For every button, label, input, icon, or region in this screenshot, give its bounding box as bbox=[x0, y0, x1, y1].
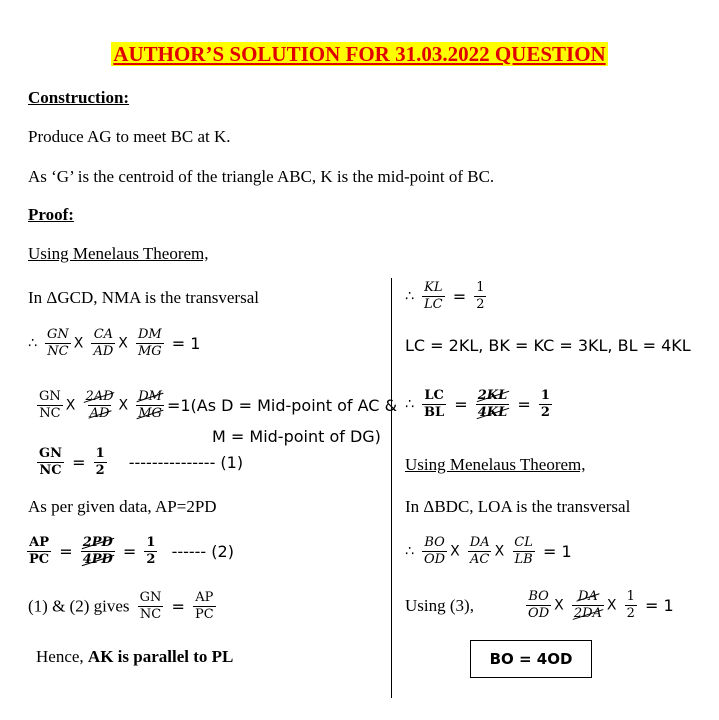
left-equation-2: $\frac{GN}{NC}$ X $\frac{2AD}{AD}$ X $\frac{DM}{MG}$ =1(As D = Mid-point of AC & bbox=[39, 389, 398, 421]
right-transversal-line: In ΔBDC, LOA is the transversal bbox=[405, 497, 631, 516]
left-equation-2-note: M = Mid-point of DG) bbox=[212, 427, 381, 446]
left-equation-4: $\frac{AP}{PC}$ = $\frac{2PD}{4PD}$ = $\frac{1}{2}$ ------ (2) bbox=[29, 535, 234, 567]
proof-heading: Proof: bbox=[28, 205, 74, 224]
right-equation-2: LC = 2KL, BK = KC = 3KL, BL = 4KL bbox=[405, 336, 691, 355]
left-equation-1: ∴ $\frac{GN}{NC}$ X $\frac{CA}{AD}$ X $\frac{DM}{MG}$ = 1 bbox=[28, 327, 201, 359]
right-equation-3: ∴ $\frac{LC}{BL}$ = $\frac{2KL}{4KL}$ = $\frac{1}{2}$ bbox=[405, 388, 550, 420]
menelaus-line: Using Menelaus Theorem, bbox=[28, 244, 209, 263]
construction-line-2: As ‘G’ is the centroid of the triangle ABC, K is the mid-point of BC. bbox=[28, 167, 495, 186]
right-equation-4: ∴ $\frac{BO}{OD}$ X $\frac{DA}{AC}$ X $\frac{CL}{LB}$ = 1 bbox=[405, 535, 572, 567]
left-transversal-line: In ΔGCD, NMA is the transversal bbox=[28, 288, 259, 307]
right-equation-5: Using (3), $\frac{BO}{OD}$ X $\frac{DA}{2DA}$ X $\frac{1}{2}$ = 1 bbox=[405, 589, 674, 621]
page-title: AUTHOR’S SOLUTION FOR 31.03.2022 QUESTION bbox=[113, 42, 606, 66]
construction-line-1: Produce AG to meet BC at K. bbox=[28, 127, 231, 146]
result-box: BO = 4OD bbox=[470, 640, 592, 678]
construction-heading: Construction: bbox=[28, 88, 130, 107]
conclusion-line: Hence, AK is parallel to PL bbox=[36, 647, 234, 666]
right-menelaus-line: Using Menelaus Theorem, bbox=[405, 455, 586, 474]
left-equation-5: (1) & (2) gives $\frac{GN}{NC}$ = $\frac{AP}{PC}$ bbox=[28, 590, 214, 622]
column-divider bbox=[391, 278, 392, 698]
left-equation-3: $\frac{GN}{NC}$ = $\frac{1}{2}$ --------------- (1) bbox=[39, 446, 244, 478]
given-data-line: As per given data, AP=2PD bbox=[28, 497, 217, 516]
right-equation-1: ∴ $\frac{KL}{LC}$ = $\frac{1}{2}$ bbox=[405, 280, 485, 312]
